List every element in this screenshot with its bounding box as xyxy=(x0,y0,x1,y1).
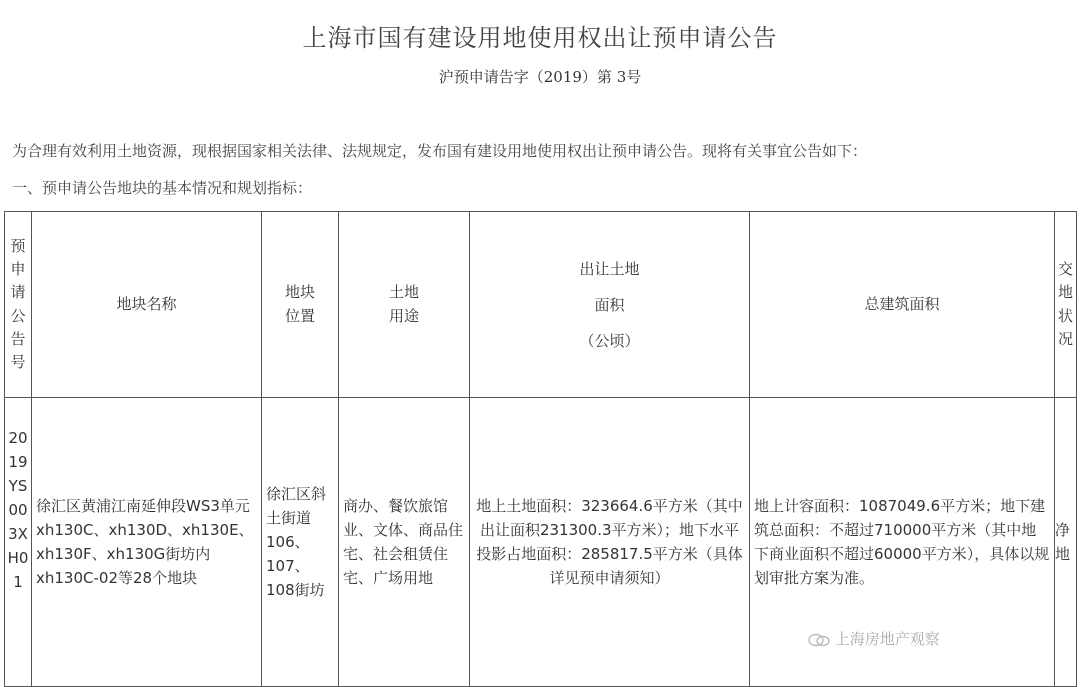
watermark xyxy=(808,628,940,649)
header-gfa: 总建筑面积 xyxy=(750,212,1055,398)
page-title: 上海市国有建设用地使用权出让预申请公告 xyxy=(302,24,778,52)
notice-number: 沪预申请告字（2019）第 3号 xyxy=(438,68,642,86)
header-area: 出让土地 面积 （公顷） xyxy=(470,212,750,398)
wechat-icon xyxy=(808,633,830,647)
cell-delivery: 净地 xyxy=(1055,398,1077,687)
intro-paragraph: 为合理有效利用土地资源，现根据国家相关法律、法规规定，发布国有建设用地使用权出让预申请公告。现将有关事宜公告如下： xyxy=(12,142,868,160)
header-usage: 土地 用途 xyxy=(339,212,470,398)
cell-location: 徐汇区斜土街道106、107、108街坊 xyxy=(262,398,339,687)
cell-notice-no: 2019YS003XH01 xyxy=(5,398,32,687)
cell-parcel-name: 徐汇区黄浦江南延伸段WS3单元xh130C、xh130D、xh130E、xh130F、xh130G街坊内xh130C-02等28个地块 xyxy=(32,398,262,687)
cell-usage: 商办、餐饮旅馆业、文体、商品住宅、社会租赁住宅、广场用地 xyxy=(339,398,470,687)
header-delivery: 交地状况 xyxy=(1055,212,1077,398)
cell-area: 地上土地面积：323664.6平方米（其中出让面积231300.3平方米）；地下水平投影占地面积：285817.5平方米（具体详见预申请须知） xyxy=(470,398,750,687)
header-notice-no: 预申请公告号 xyxy=(5,212,32,398)
cell-gfa: 地上计容面积：1087049.6平方米；地下建筑总面积：不超过710000平方米（其中地下商业面积不超过60000平方米），具体以规划审批方案为准。 xyxy=(750,398,1055,687)
table-header-row xyxy=(5,212,1077,398)
header-location: 地块 位置 xyxy=(262,212,339,398)
parcel-table xyxy=(4,211,1077,687)
section-heading: 一、预申请公告地块的基本情况和规划指标： xyxy=(12,179,313,197)
header-parcel-name: 地块名称 xyxy=(32,212,262,398)
watermark-text: 上海房地产观察 xyxy=(834,630,940,648)
